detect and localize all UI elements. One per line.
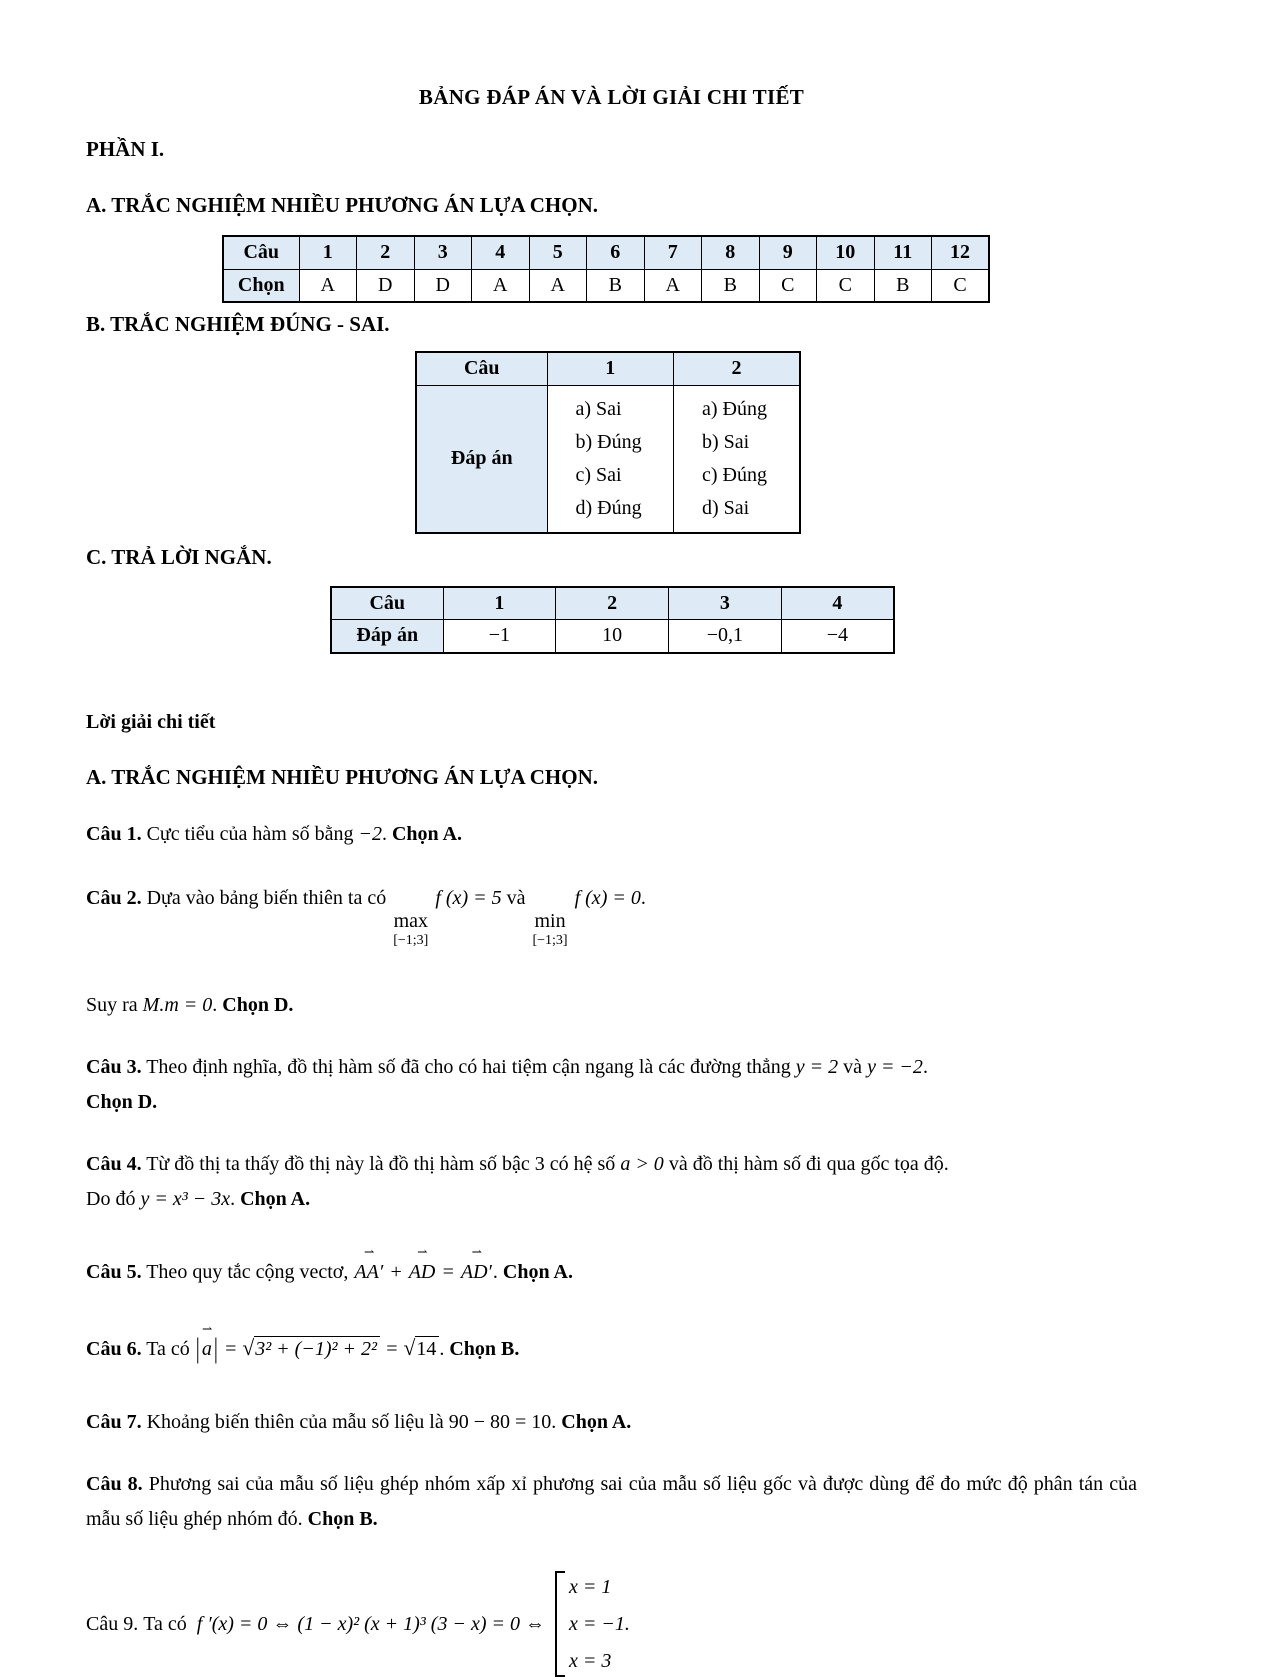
- corner-header: Câu: [416, 352, 547, 385]
- question-number: 7: [644, 236, 702, 269]
- answer-cell: −0,1: [669, 620, 782, 653]
- section-c-heading: C. TRẢ LỜI NGẮN.: [86, 544, 272, 569]
- separator: .: [551, 1411, 562, 1434]
- answer-line: a) Đúng: [702, 397, 767, 420]
- square-root: [242, 1338, 380, 1360]
- question-label: Câu 3.: [86, 1055, 142, 1078]
- question-number: 6: [587, 236, 645, 269]
- answer-line: b) Đúng: [575, 430, 642, 453]
- math-expression: −2: [358, 822, 382, 845]
- answer-cell: −4: [781, 620, 894, 653]
- connector: và: [843, 1055, 863, 1078]
- vector-term: a ⇀: [202, 1330, 212, 1367]
- vector-term: AA′ ⇀: [354, 1253, 383, 1290]
- question-number: 10: [817, 236, 875, 269]
- abs-bar: |: [213, 1332, 218, 1365]
- math-expression: M.m = 0: [142, 993, 213, 1016]
- question-number: 12: [932, 236, 990, 269]
- solution-text: Theo định nghĩa, đồ thị hàm số đã cho có hai tiệm cận ngang là các đường thẳng: [146, 1055, 791, 1078]
- question-number: 1: [547, 352, 674, 385]
- question-number: 4: [781, 587, 894, 620]
- table-row: [223, 269, 989, 302]
- table-row: [331, 620, 894, 653]
- iff-symbol: ⇔: [525, 1612, 545, 1635]
- choose-label: Chọn A.: [502, 1260, 573, 1283]
- question-label: Câu 4.: [86, 1152, 142, 1175]
- math-expression: f ′(x) = 0: [196, 1612, 268, 1635]
- solution-text: Cực tiểu của hàm số bằng: [146, 822, 354, 845]
- answer-line: b) Sai: [702, 430, 750, 453]
- vector-term: AD′ ⇀: [461, 1253, 492, 1290]
- choose-label: Chọn D.: [86, 1090, 158, 1113]
- question-label: Câu 5.: [86, 1260, 142, 1283]
- section-b-heading: B. TRẮC NGHIỆM ĐÚNG - SAI.: [86, 312, 390, 336]
- question-number: 11: [874, 236, 932, 269]
- answer-cell: A: [472, 269, 530, 302]
- answer-cell: A: [529, 269, 587, 302]
- choose-label: Chọn B.: [449, 1337, 520, 1360]
- table-row: [223, 236, 989, 269]
- interval: [−1;3]: [532, 932, 568, 948]
- choose-label: Chọn A.: [391, 822, 463, 845]
- math-expression: (1 − x)² (x + 1)³ (3 − x) = 0: [297, 1612, 520, 1635]
- separator: .: [492, 1260, 503, 1283]
- solution-q3: [86, 1050, 1137, 1120]
- math-expression: y = x³ − 3x: [140, 1187, 231, 1210]
- solution-text: Phương sai của mẫu số liệu ghép nhóm xấp xỉ phương sai của mẫu số liệu gốc và được dùng để đo mức độ phân tán của mẫu số liệu ghép nhóm đó.: [86, 1473, 1137, 1531]
- question-number: 9: [759, 236, 817, 269]
- part-label: PHẦN I.: [86, 137, 165, 161]
- solution-q6: [86, 1330, 1137, 1368]
- operator: +: [389, 1260, 403, 1283]
- answer-cell: [547, 385, 674, 533]
- answer-cell: D: [414, 269, 472, 302]
- solution-q1: [86, 817, 1137, 852]
- true-false-answer-table: [415, 351, 801, 534]
- math-expression: a > 0: [620, 1152, 664, 1175]
- question-number: 2: [674, 352, 801, 385]
- answer-cell: C: [932, 269, 990, 302]
- solution-text: và đồ thị hàm số đi qua gốc tọa độ.: [668, 1152, 949, 1175]
- question-label: Câu 2.: [86, 886, 142, 909]
- solution-q2: [86, 881, 1137, 948]
- question-label: Câu 8.: [86, 1473, 143, 1496]
- separator: .: [922, 1055, 928, 1078]
- math-expression: f (x) = 0: [574, 886, 641, 909]
- question-number: 5: [529, 236, 587, 269]
- solution-text: Khoảng biến thiên của mẫu số liệu là: [146, 1411, 444, 1434]
- question-number: 1: [443, 587, 556, 620]
- separator: .: [212, 993, 223, 1016]
- answer-cell: C: [817, 269, 875, 302]
- interval: [−1;3]: [393, 932, 429, 948]
- answer-cell: −1: [443, 620, 556, 653]
- question-label: Câu 6.: [86, 1337, 142, 1360]
- radicand: 14: [415, 1336, 439, 1360]
- answer-cell: B: [587, 269, 645, 302]
- row-header: Đáp án: [416, 385, 547, 533]
- vector-term: AD ⇀: [409, 1253, 436, 1290]
- answer-line: c) Đúng: [702, 463, 767, 486]
- question-number: 1: [299, 236, 357, 269]
- square-root: [403, 1338, 439, 1360]
- separator: .: [439, 1337, 450, 1360]
- max-limit: [393, 911, 428, 948]
- answer-cell: 10: [556, 620, 669, 653]
- answer-cell: C: [759, 269, 817, 302]
- answer-cell: B: [702, 269, 760, 302]
- separator: .: [640, 886, 646, 909]
- answer-line: c) Sai: [575, 463, 622, 486]
- abs-bar: |: [195, 1332, 200, 1365]
- solution-q4: [86, 1147, 1137, 1217]
- solution-text: Suy ra: [86, 993, 138, 1016]
- connector: và: [506, 886, 526, 909]
- table-row: [416, 385, 800, 533]
- solution-text: Do đó: [86, 1187, 136, 1210]
- solution-text: Từ đồ thị ta thấy đồ thị này là đồ thị hàm số bậc 3 có hệ số: [146, 1152, 616, 1175]
- question-number: 4: [472, 236, 530, 269]
- table-row: [331, 587, 894, 620]
- solution-q2-continued: [86, 988, 1137, 1023]
- separator: .: [381, 822, 392, 845]
- question-label: Câu 9.: [86, 1612, 139, 1635]
- section-a-heading: A. TRẮC NGHIỆM NHIỀU PHƯƠNG ÁN LỰA CHỌN.: [86, 193, 598, 217]
- solutions-heading: Lời giải chi tiết: [86, 710, 216, 733]
- question-number: 2: [357, 236, 415, 269]
- case-line: x = −1.: [569, 1613, 630, 1636]
- solution-text: Ta có: [146, 1337, 190, 1360]
- answer-cell: B: [874, 269, 932, 302]
- answer-line: a) Sai: [575, 397, 622, 420]
- math-expression: 90 − 80 = 10: [448, 1411, 552, 1434]
- question-number: 2: [556, 587, 669, 620]
- answer-cell: A: [299, 269, 357, 302]
- row-header: Câu: [223, 236, 299, 269]
- case-line: x = 3: [569, 1650, 612, 1673]
- separator: .: [230, 1187, 241, 1210]
- row-header: Câu: [331, 587, 443, 620]
- operator: =: [384, 1337, 399, 1360]
- short-answer-table: [330, 586, 895, 654]
- solution-q5: [86, 1253, 1137, 1290]
- question-label: Câu 7.: [86, 1411, 142, 1434]
- radicand: 3² + (−1)² + 2²: [254, 1336, 380, 1360]
- math-expression: y = −2: [867, 1055, 923, 1078]
- solution-q9: [86, 1571, 1137, 1677]
- iff-symbol: ⇔: [272, 1612, 293, 1635]
- choose-label: Chọn D.: [222, 993, 294, 1016]
- operator: =: [223, 1337, 238, 1360]
- solution-text: Dựa vào bảng biến thiên ta có: [146, 886, 387, 909]
- solution-q7: [86, 1405, 1137, 1440]
- operator: max: [393, 909, 428, 932]
- row-header: Chọn: [223, 269, 299, 302]
- solution-q8: [86, 1467, 1137, 1537]
- solutions-subheading: A. TRẮC NGHIỆM NHIỀU PHƯƠNG ÁN LỰA CHỌN.: [86, 764, 598, 789]
- solution-text: Theo quy tắc cộng vectơ,: [146, 1260, 349, 1283]
- answer-line: d) Đúng: [575, 496, 642, 519]
- document-title: BẢNG ĐÁP ÁN VÀ LỜI GIẢI CHI TIẾT: [418, 85, 805, 109]
- answer-line: d) Sai: [702, 496, 750, 519]
- question-number: 3: [669, 587, 782, 620]
- multiple-choice-answer-table: [222, 235, 990, 303]
- answer-cell: [674, 385, 801, 533]
- table-row: [416, 352, 800, 385]
- operator: =: [441, 1260, 455, 1283]
- question-label: Câu 1.: [86, 822, 142, 845]
- choose-label: Chọn A.: [561, 1411, 632, 1434]
- answer-cell: A: [644, 269, 702, 302]
- choose-label: Chọn A.: [240, 1187, 311, 1210]
- row-header: Đáp án: [331, 620, 443, 653]
- question-number: 3: [414, 236, 472, 269]
- answer-cell: D: [357, 269, 415, 302]
- solution-cases: [555, 1571, 630, 1677]
- math-expression: f (x) = 5: [435, 886, 502, 909]
- case-line: x = 1: [569, 1576, 612, 1599]
- choose-label: Chọn B.: [307, 1508, 378, 1531]
- math-expression: y = 2: [795, 1055, 839, 1078]
- question-number: 8: [702, 236, 760, 269]
- operator: min: [534, 909, 566, 932]
- min-limit: [532, 911, 567, 948]
- solution-text: Ta có: [143, 1612, 187, 1635]
